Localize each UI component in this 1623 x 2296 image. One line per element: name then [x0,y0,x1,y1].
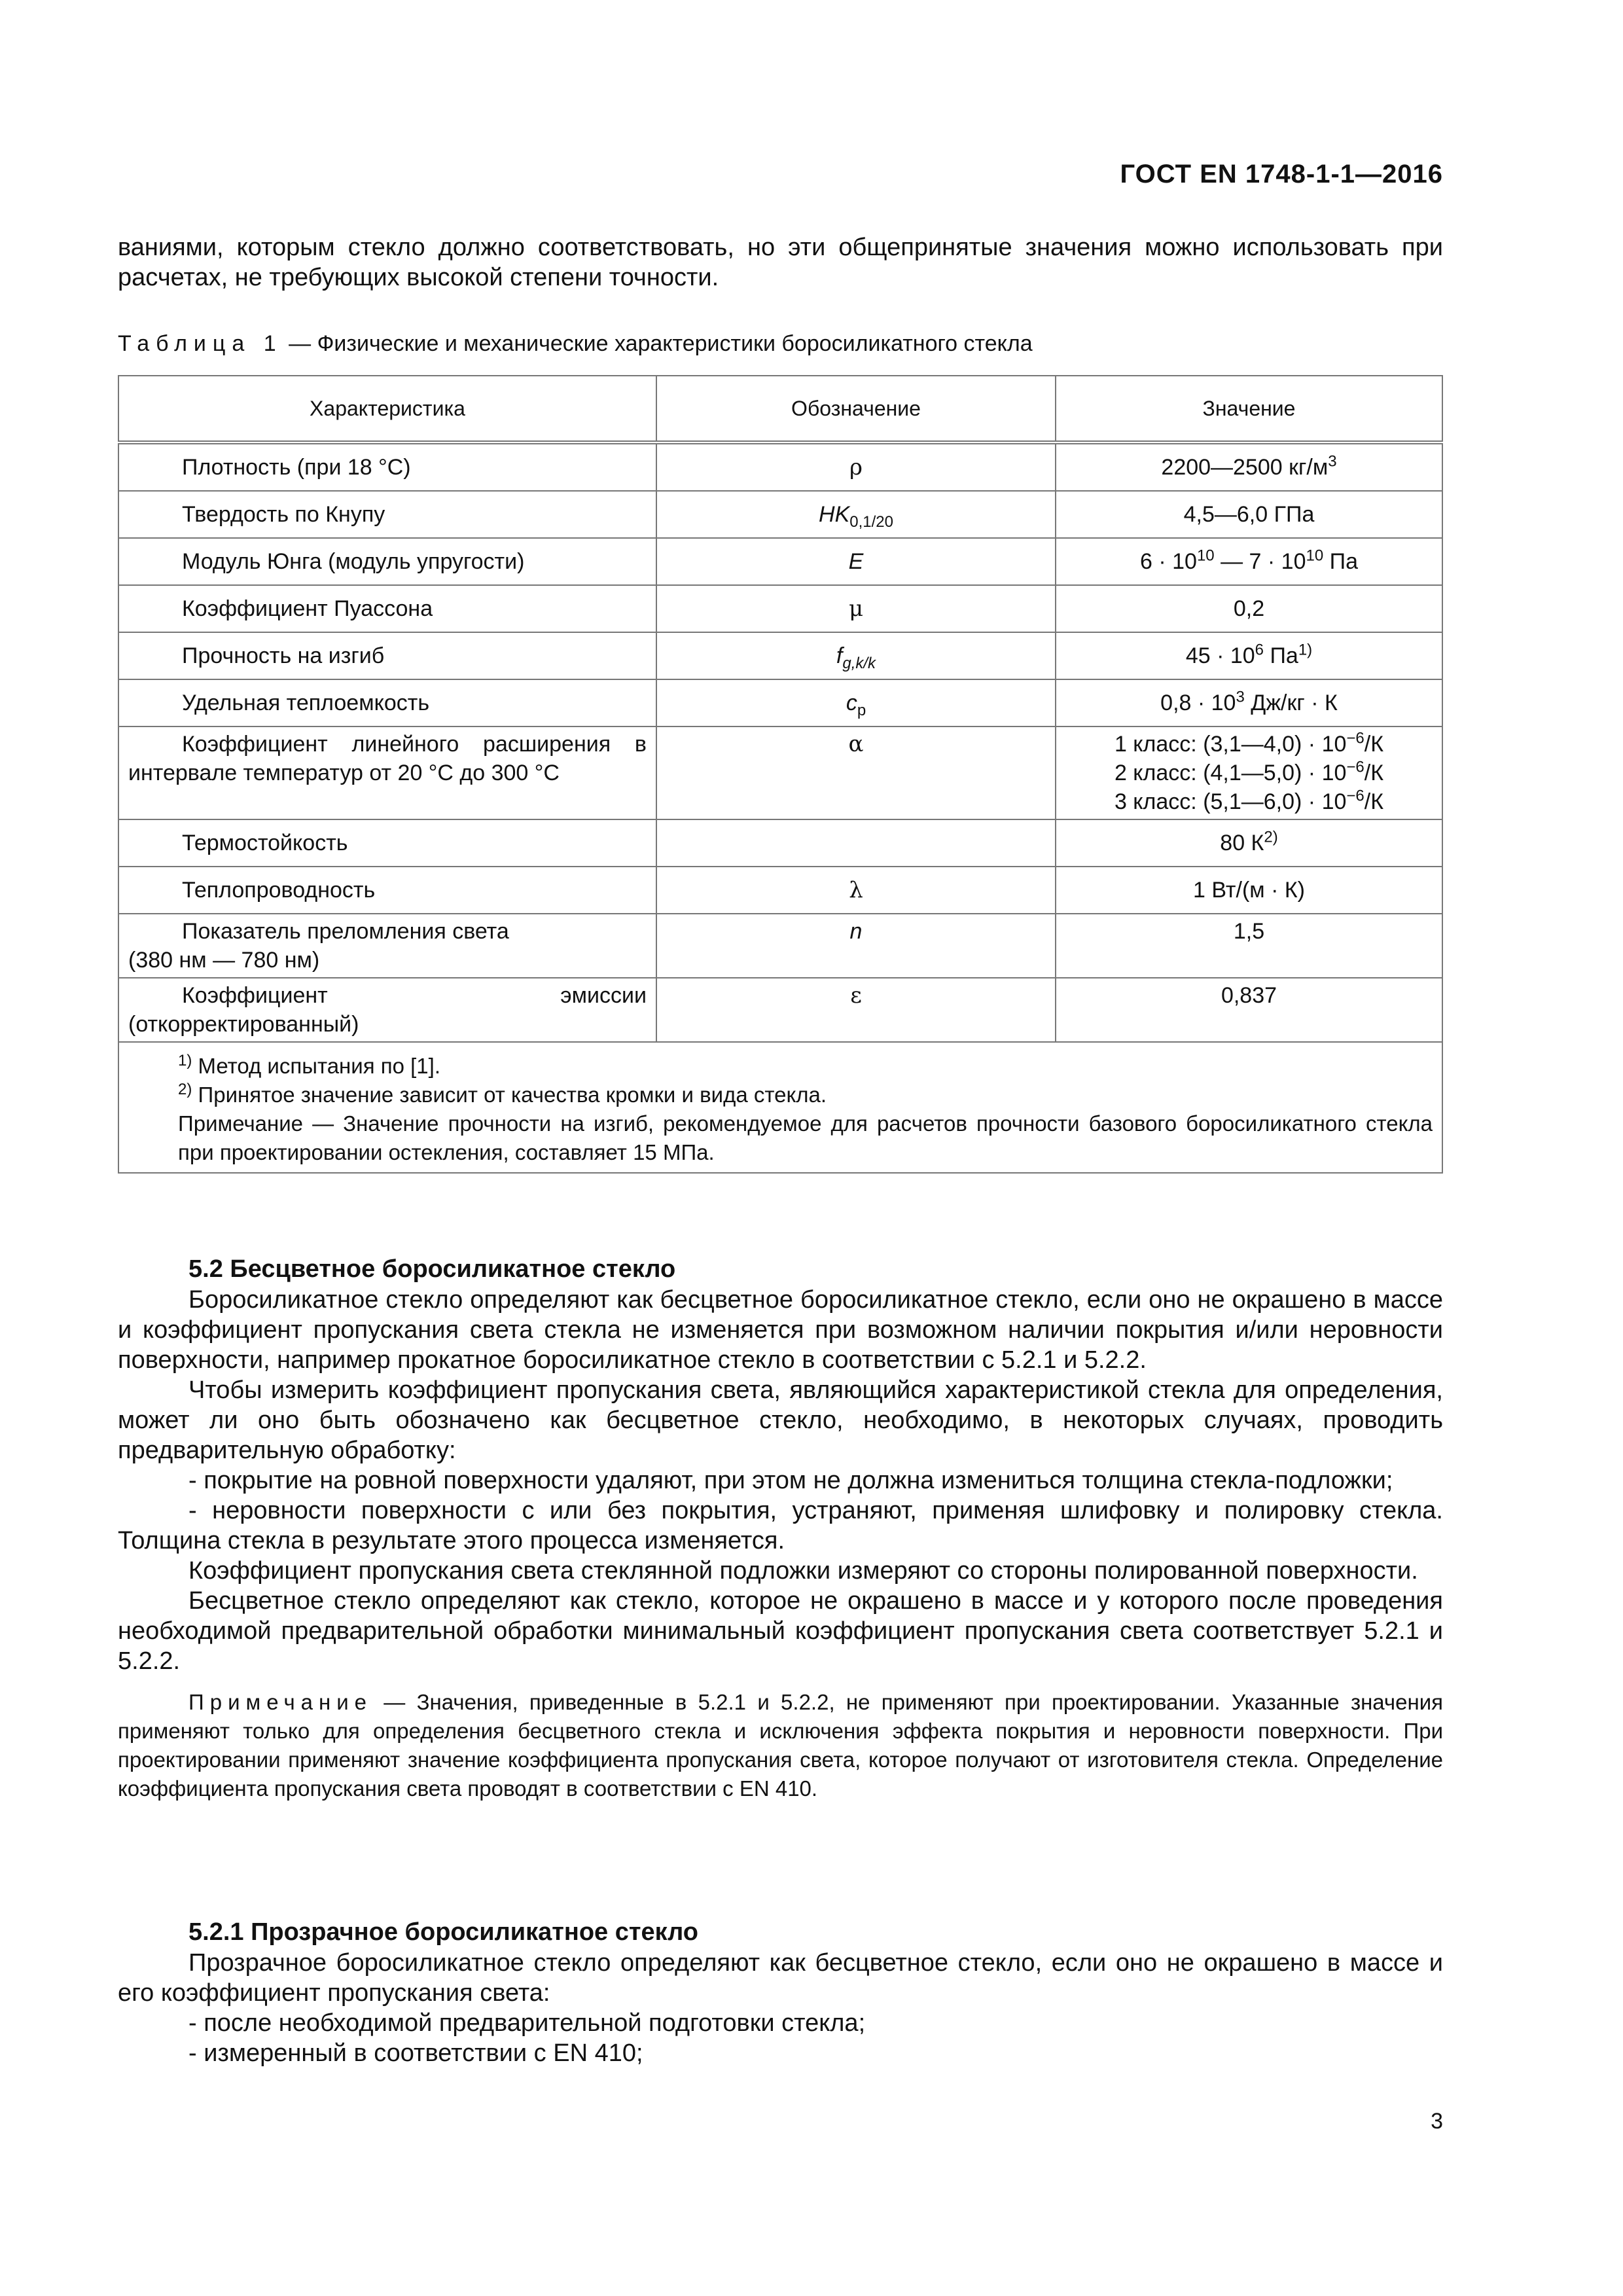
lead-paragraph: ваниями, которым стекло должно соответствовать, но эти общепринятые значения можно использовать при расчетах, не требующих высокой степени точности. [118,234,1443,291]
table-caption [118,331,1033,357]
list-item: - неровности поверхности с или без покрытия, устраняют, применяя шлифовку и полировку стекла. Толщина стекла в результате этого процесса изменяется. [118,1497,1443,1554]
table-row [118,978,1442,1042]
properties-table [118,375,1443,1174]
row-symbol: $f_{g,k/k}$ [656,632,1056,679]
row-name: Показатель преломления света (380 нм — 780 нм) [118,914,656,978]
table-header-row [118,376,1442,442]
col-header-characteristic: Характеристика [118,376,656,442]
section-heading: 5.2.1 Прозрачное боросиликатное стекло [188,1918,698,1946]
row-name: Модуль Юнга (модуль упругости) [182,549,525,574]
document-id: ГОСТ EN 1748-1-1—2016 [1120,160,1443,188]
paragraph: Боросиликатное стекло определяют как бесцветное боросиликатное стекло, если оно не окрашено в массе и коэффициент пропускания света стекла не изменяется при возможном наличии покрытия и/или неровности поверхности, например прокатное боросиликатное стекло в соответствии с 5.2.1 и 5.2.2. [118,1286,1443,1374]
table-row [118,491,1442,538]
row-value: 0,837 [1056,978,1442,1042]
row-value: 1,5 [1056,914,1442,978]
class-value-line: 1 класс: (3,1—4,0) · $10^{-6}/К$ [1114,729,1384,757]
table-row [118,867,1442,914]
section-5-2 [118,1253,1443,1803]
table-row [118,632,1442,679]
section-note: Примечание — Значения, приведенные в 5.2.1 и 5.2.2, не применяют при проектировании. Указанные значения применяют только для определения бесцветного стекла и исключения эффекта покрытия и неровности поверхности. При проектировании применяют значение коэффициента пропускания света, которое получают от изготовителя стекла. Определение коэффициента пропускания света проводят в соответствии с EN 410. [118,1690,1443,1801]
row-value: $0,8 \cdot 10^3$ Дж/кг · К [1056,679,1442,726]
table-footnotes [118,1042,1442,1173]
row-symbol: n [656,914,1056,978]
row-symbol: λ [656,867,1056,914]
row-name: Коэффициент эмиссии (откорректированный) [128,983,647,1037]
table-row [118,726,1442,819]
class-value-line: 2 класс: (4,1—5,0) · $10^{-6}/К$ [1114,758,1384,785]
table-caption-prefix: Таблица 1 [118,331,283,356]
row-name: Коэффициент линейного расширения в интервале температур от 20 °C до 300 °C [128,732,647,785]
table-row [118,585,1442,632]
paragraph: Коэффициент пропускания света стеклянной подложки измеряют со стороны полированной поверхности. [188,1557,1418,1585]
row-value: 80 $К^{2)}$ [1056,819,1442,867]
row-name: Плотность (при 18 °C) [182,455,411,480]
row-value: 4,5—6,0 ГПа [1056,491,1442,538]
row-name: Коэффициент Пуассона [182,596,433,621]
table-row [118,914,1442,978]
col-header-value: Значение [1056,376,1442,442]
list-item: - покрытие на ровной поверхности удаляют, при этом не должна измениться толщина стекла-подложки; [188,1467,1393,1494]
row-value: 1 Вт/(м · К) [1056,867,1442,914]
row-name: Термостойкость [182,831,348,855]
row-symbol: α [656,726,1056,819]
paragraph: Чтобы измерить коэффициент пропускания света, являющийся характеристикой стекла для определения, может ли оно быть обозначено как бесцветное стекло, необходимо, в некоторых случаях, проводить предварительную обработку: [118,1376,1443,1464]
paragraph: Прозрачное боросиликатное стекло определяют как бесцветное стекло, если оно не окрашено в массе и его коэффициент пропускания света: [118,1949,1443,2007]
row-value: $6 \cdot 10^{10}$ — $7 \cdot 10^{10}$ Па [1056,538,1442,585]
row-symbol: μ [656,585,1056,632]
row-value [1056,726,1442,819]
paragraph: Бесцветное стекло определяют как стекло, которое не окрашено в массе и у которого после проведения необходимой предварительной обработки минимальный коэффициент пропускания света соответствует 5.2.1 и 5.2.2. [118,1587,1443,1675]
row-symbol: $HK_{0,1/20}$ [656,491,1056,538]
row-symbol [656,819,1056,867]
col-header-symbol: Обозначение [656,376,1056,442]
row-name: Удельная теплоемкость [182,691,430,715]
footnote-1: $^{1)}$ Метод испытания по [1]. [178,1052,440,1078]
table-row [118,819,1442,867]
table-row [118,679,1442,726]
table-caption-text: — Физические и механические характеристики боросиликатного стекла [282,331,1033,356]
section-heading: 5.2 Бесцветное боросиликатное стекло [188,1255,676,1283]
row-name: Прочность на изгиб [182,643,385,668]
list-item: - после необходимой предварительной подготовки стекла; [188,2009,866,2037]
row-name: Теплопроводность [182,878,376,903]
class-value-line: 3 класс: (5,1—6,0) · $10^{-6}/К$ [1114,787,1384,814]
row-symbol: ε [656,978,1056,1042]
row-value: 0,2 [1056,585,1442,632]
row-value: $45 \cdot 10^6$ $Па^{1)}$ [1056,632,1442,679]
row-symbol: $c_p$ [656,679,1056,726]
row-symbol: ρ [656,442,1056,491]
table-note: Примечание — Значение прочности на изгиб, рекомендуемое для расчетов прочности базового боросиликатного стекла при проектировании остекления, составляет 15 МПа. [178,1111,1433,1164]
row-value: 2200—2500 $кг/м^3$ [1056,442,1442,491]
section-5-2-1 [118,1916,1443,2068]
list-item: - измеренный в соответствии с EN 410; [188,2039,643,2067]
row-symbol: E [656,538,1056,585]
table-row [118,442,1442,491]
page-number: 3 [1431,2109,1443,2134]
row-name: Твердость по Кнупу [182,502,385,527]
table-row [118,538,1442,585]
footnote-2: $^{2)}$ Принятое значение зависит от качества кромки и вида стекла. [178,1081,827,1107]
